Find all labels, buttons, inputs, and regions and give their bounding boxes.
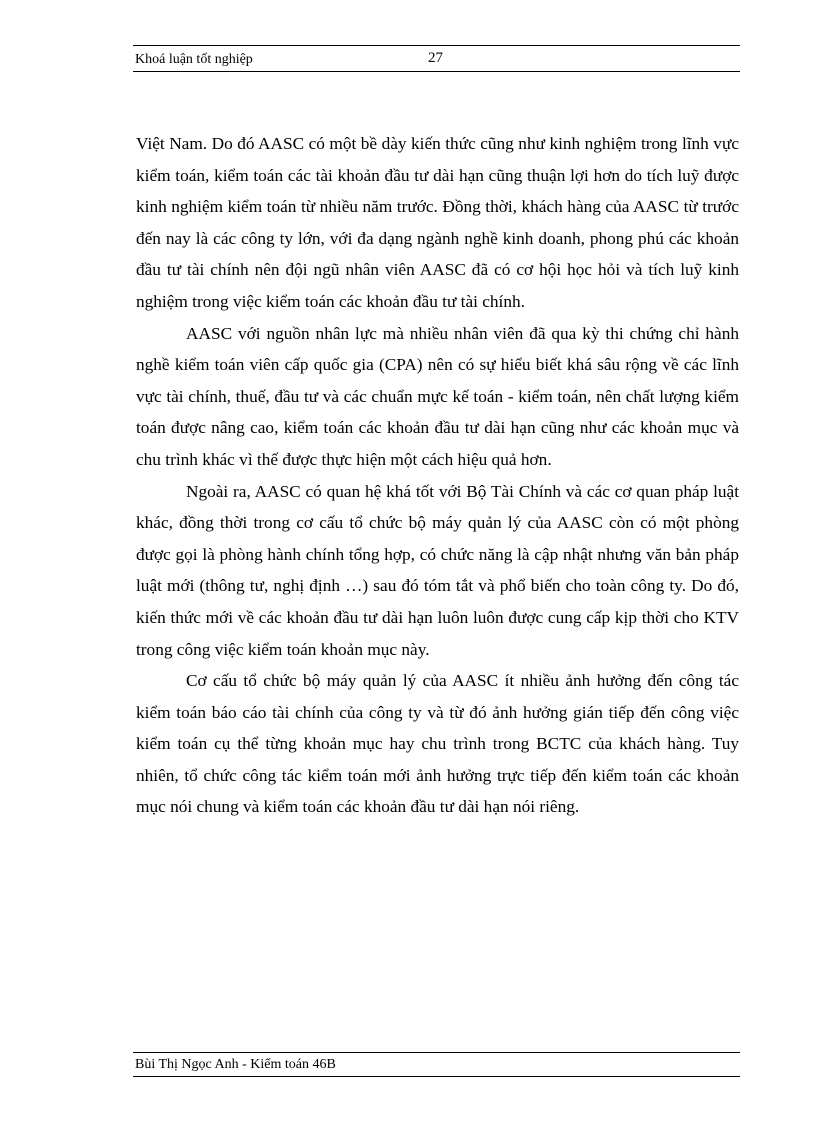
paragraph-2: AASC với nguồn nhân lực mà nhiều nhân viên đã qua kỳ thi chứng chỉ hành nghề kiểm toán viên cấp quốc gia (CPA) nên có sự hiểu biết khá sâu rộng về các lĩnh vực tài chính, thuế, đầu tư và các chuẩn mực kế toán - kiểm toán, nên chất lượng kiểm toán được nâng cao, kiểm toán các khoản đầu tư dài hạn cũng như các khoản mục và chu trình khác vì thế được thực hiện một cách hiệu quả hơn.: [136, 323, 739, 469]
paragraph-3: Ngoài ra, AASC có quan hệ khá tốt với Bộ Tài Chính và các cơ quan pháp luật khác, đồng thời trong cơ cấu tổ chức bộ máy quản lý của AASC còn có một phòng được gọi là phòng hành chính tổng hợp, có chức năng là cập nhật nhưng văn bản pháp luật mới (thông tư, nghị định …) sau đó tóm tắt và phổ biến cho toàn công ty. Do đó, kiến thức mới về các khoản đầu tư dài hạn luôn luôn được cung cấp kịp thời cho KTV trong công việc kiểm toán khoản mục này.: [136, 481, 739, 659]
footer-author: Bùi Thị Ngọc Anh - Kiểm toán 46B: [135, 1057, 336, 1072]
body-text: [136, 128, 739, 823]
page-number: 27: [428, 50, 443, 66]
header-title: Khoá luận tốt nghiệp: [135, 52, 253, 67]
paragraph-4: Cơ cấu tổ chức bộ máy quản lý của AASC ít nhiều ảnh hưởng đến công tác kiểm toán báo cáo tài chính của công ty và từ đó ảnh hưởng gián tiếp đến công việc kiểm toán cụ thể từng khoản mục hay chu trình trong BCTC của khách hàng. Tuy nhiên, tổ chức công tác kiểm toán mới ảnh hưởng trực tiếp đến kiểm toán các khoản mục nói chung và kiểm toán các khoản đầu tư dài hạn nói riêng.: [136, 671, 739, 817]
page-footer: [133, 1052, 740, 1077]
page-header: [133, 45, 740, 72]
paragraph-1: Việt Nam. Do đó AASC có một bề dày kiến thức cũng như kinh nghiệm trong lĩnh vực kiểm toán, kiểm toán các tài khoản đầu tư dài hạn cũng thuận lợi hơn do tích luỹ được kinh nghiệm kiểm toán từ nhiều năm trước. Đồng thời, khách hàng của AASC từ trước đến nay là các công ty lớn, với đa dạng ngành nghề kinh doanh, phong phú các khoản đầu tư tài chính nên đội ngũ nhân viên AASC đã có cơ hội học hỏi và tích luỹ kinh nghiệm trong việc kiểm toán các khoản đầu tư tài chính.: [136, 134, 739, 311]
